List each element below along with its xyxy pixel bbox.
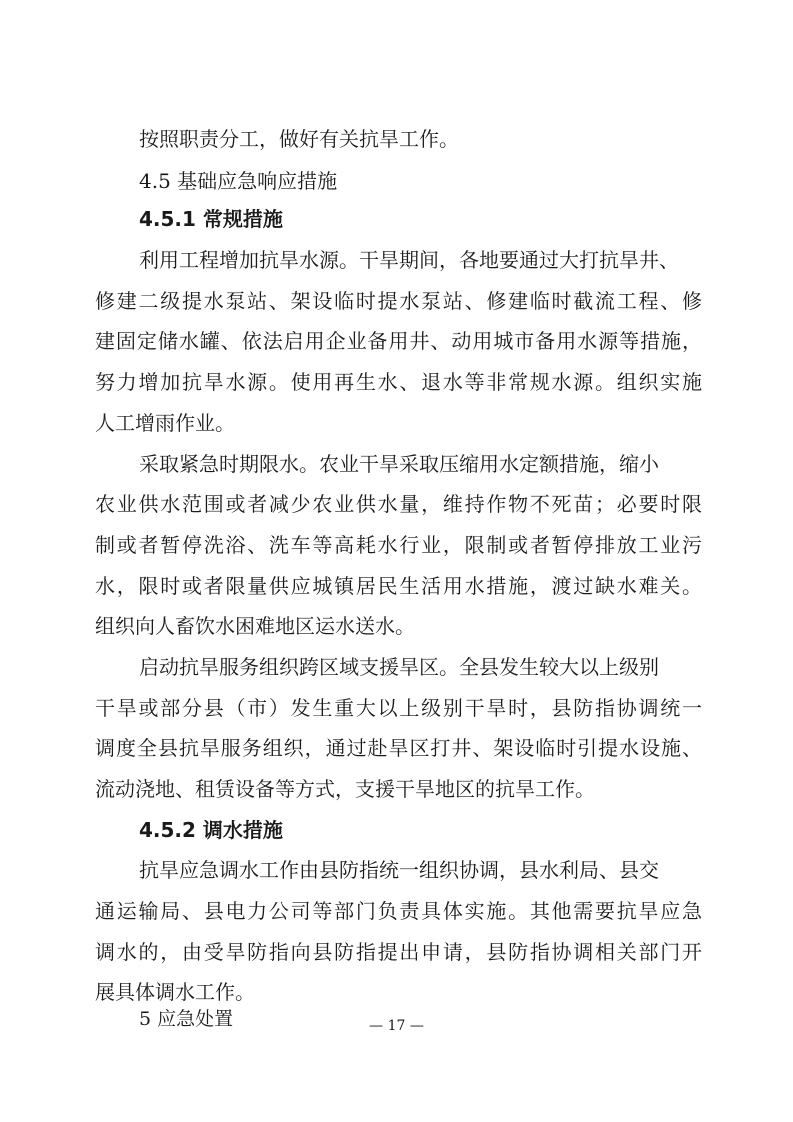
paragraph-line: 调度全县抗旱服务组织，通过赴旱区打井、架设临时引提水设施、: [95, 736, 702, 760]
paragraph-line: 通运输局、县电力公司等部门负责具体实施。其他需要抗旱应急: [95, 899, 702, 923]
section-heading: 5 应急处置: [139, 1008, 234, 1030]
paragraph-line: 抗旱应急调水工作由县防指统一组织协调，县水利局、县交: [139, 858, 659, 882]
paragraph-line: 采取紧急时期限水。农业干旱采取压缩用水定额措施，缩小: [139, 452, 659, 476]
paragraph-line: 流动浇地、租赁设备等方式，支援干旱地区的抗旱工作。: [95, 777, 595, 801]
paragraph-line: 展具体调水工作。: [95, 980, 255, 1004]
paragraph-line: 组织向人畜饮水困难地区运水送水。: [95, 614, 415, 638]
paragraph-line: 人工增雨作业。: [95, 411, 235, 435]
page-number: — 17 —: [369, 1018, 424, 1034]
paragraph-line: 干旱或部分县（市）发生重大以上级别干旱时，县防指协调统一: [95, 696, 702, 720]
paragraph-line: 农业供水范围或者减少农业供水量，维持作物不死苗；必要时限: [95, 492, 702, 516]
paragraph-line: 建固定储水罐、依法启用企业备用井、动用城市备用水源等措施，: [95, 329, 702, 353]
paragraph-line: 修建二级提水泵站、架设临时提水泵站、修建临时截流工程、修: [95, 289, 702, 313]
subsection-heading: 4.5.1 常规措施: [139, 207, 283, 231]
text-line: 按照职责分工，做好有关抗旱工作。: [139, 127, 459, 151]
paragraph-line: 启动抗旱服务组织跨区域支援旱区。全县发生较大以上级别: [139, 655, 659, 679]
subsection-heading: 4.5.2 调水措施: [139, 818, 283, 842]
paragraph-line: 制或者暂停洗浴、洗车等高耗水行业，限制或者暂停排放工业污: [95, 533, 702, 557]
paragraph-line: 努力增加抗旱水源。使用再生水、退水等非常规水源。组织实施: [95, 370, 702, 394]
paragraph-line: 调水的，由受旱防指向县防指提出申请，县防指协调相关部门开: [95, 940, 702, 964]
paragraph-line: 利用工程增加抗旱水源。干旱期间，各地要通过大打抗旱井、: [139, 248, 679, 272]
paragraph-line: 水，限时或者限量供应城镇居民生活用水措施，渡过缺水难关。: [95, 574, 702, 598]
section-heading: 4.5 基础应急响应措施: [139, 169, 338, 193]
